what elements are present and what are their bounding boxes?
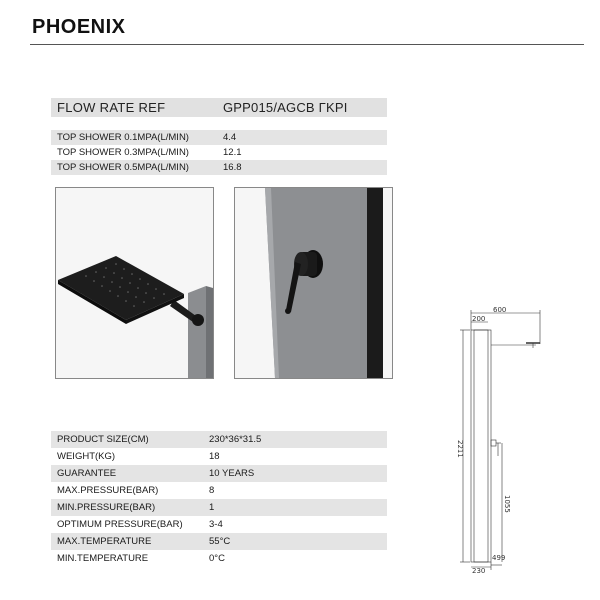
spec-value: 55°C	[209, 536, 231, 547]
spec-row	[51, 431, 387, 448]
spec-value: 1	[209, 502, 215, 513]
flow-rate-header	[51, 98, 387, 117]
title-divider	[30, 44, 584, 45]
dim-height: 2211	[456, 440, 464, 458]
spec-label: MIN.PRESSURE(BAR)	[57, 502, 156, 513]
flow-row-value: 4.4	[223, 132, 237, 143]
spec-row	[51, 550, 387, 567]
dim-top-inner: 200	[472, 315, 486, 323]
spec-row	[51, 465, 387, 482]
spec-label: GUARANTEE	[57, 468, 117, 479]
dim-bottom-right: 499	[492, 554, 506, 562]
flow-rate-label: FLOW RATE REF	[57, 100, 166, 115]
spec-value: 0°C	[209, 553, 225, 564]
spec-label: MIN.TEMPERATURE	[57, 553, 149, 564]
technical-drawing	[448, 300, 588, 575]
spec-label: MAX.TEMPERATURE	[57, 536, 152, 547]
spec-label: MAX.PRESSURE(BAR)	[57, 485, 159, 496]
dim-mixer-height: 1055	[503, 495, 511, 513]
spec-label: OPTIMUM PRESSURE(BAR)	[57, 519, 183, 530]
spec-row	[51, 499, 387, 516]
spec-value: 8	[209, 485, 215, 496]
flow-row	[51, 145, 387, 160]
spec-value: 10 YEARS	[209, 468, 255, 479]
dim-top-width: 600	[493, 306, 507, 314]
dim-bottom-left: 230	[472, 567, 486, 575]
flow-row-value: 12.1	[223, 147, 242, 158]
flow-rate-table	[51, 130, 387, 175]
flow-row	[51, 160, 387, 175]
spec-row	[51, 533, 387, 550]
product-code: GPP015/AGCB ΓKPI	[223, 100, 348, 115]
spec-row	[51, 482, 387, 499]
spec-label: WEIGHT(KG)	[57, 451, 116, 462]
spec-row	[51, 448, 387, 465]
spec-table	[51, 431, 387, 567]
shower-head-photo	[55, 187, 214, 379]
spec-row	[51, 516, 387, 533]
flow-row-label: TOP SHOWER 0.1MPA(L/MIN)	[57, 132, 189, 143]
spec-value: 18	[209, 451, 220, 462]
mixer-handle-photo	[234, 187, 393, 379]
spec-value: 230*36*31.5	[209, 434, 262, 445]
spec-value: 3-4	[209, 519, 223, 530]
flow-row-label: TOP SHOWER 0.3MPA(L/MIN)	[57, 147, 189, 158]
flow-row-label: TOP SHOWER 0.5MPA(L/MIN)	[57, 162, 189, 173]
flow-row-value: 16.8	[223, 162, 242, 173]
spec-label: PRODUCT SIZE(CM)	[57, 434, 149, 445]
page-title: PHOENIX	[32, 16, 126, 38]
flow-row	[51, 130, 387, 145]
